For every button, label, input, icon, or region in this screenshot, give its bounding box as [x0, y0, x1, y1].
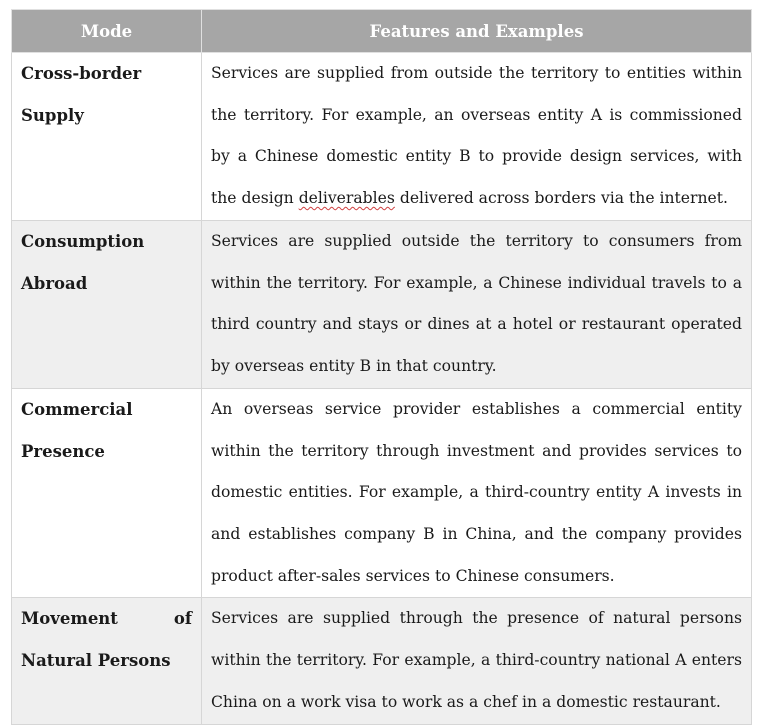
- mode-cell: [12, 53, 202, 221]
- features-text-part: Services are supplied from outside the territory to entities within the territory. For example, an overseas entity A is commissioned by a Chinese domestic entity B to provide design services, with the design: [211, 64, 742, 208]
- features-cell: Services are supplied outside the territory to consumers from within the territory. For example, a Chinese individual travels to a third country and stays or dines at a hotel or restaurant operated by overseas entity B in that country.: [202, 221, 752, 389]
- mode-name-line2: Presence: [21, 441, 105, 461]
- mode-cell: [12, 598, 202, 725]
- mode-name-line2: Abroad: [21, 274, 88, 293]
- mode-cell: [12, 221, 202, 389]
- mode-cell: [12, 388, 202, 598]
- table-row: [12, 53, 752, 221]
- mode-name-line2: Natural Persons: [21, 651, 171, 671]
- header-mode: Mode: [12, 10, 202, 53]
- spellcheck-flagged-word[interactable]: deliverables: [298, 189, 395, 208]
- header-features: Features and Examples: [202, 10, 752, 53]
- table-row: [12, 388, 752, 598]
- service-modes-table: [11, 9, 752, 725]
- header-row: [12, 10, 752, 53]
- features-text-part: delivered across borders via the internet.: [394, 189, 728, 208]
- mode-name-line2: Supply: [21, 106, 84, 125]
- table-row: [12, 598, 752, 725]
- table-row: [12, 221, 752, 389]
- features-cell: An overseas service provider establishes a commercial entity within the territory through investment and provides services to domestic entities. For example, a third-country entity A invests in and establishes company B in China, and the company provides product after-sales services to Chinese consumers.: [202, 388, 752, 598]
- features-cell: [202, 53, 752, 221]
- mode-name-line1: Cross-border: [21, 64, 142, 83]
- mode-name-line1: Commercial: [21, 399, 133, 419]
- mode-name-line1: Movement of: [21, 609, 192, 629]
- mode-name-line1: Consumption: [21, 232, 145, 251]
- features-cell: Services are supplied through the presence of natural persons within the territory. For example, a third-country national A enters China on a work visa to work as a chef in a domestic restaurant.: [202, 598, 752, 725]
